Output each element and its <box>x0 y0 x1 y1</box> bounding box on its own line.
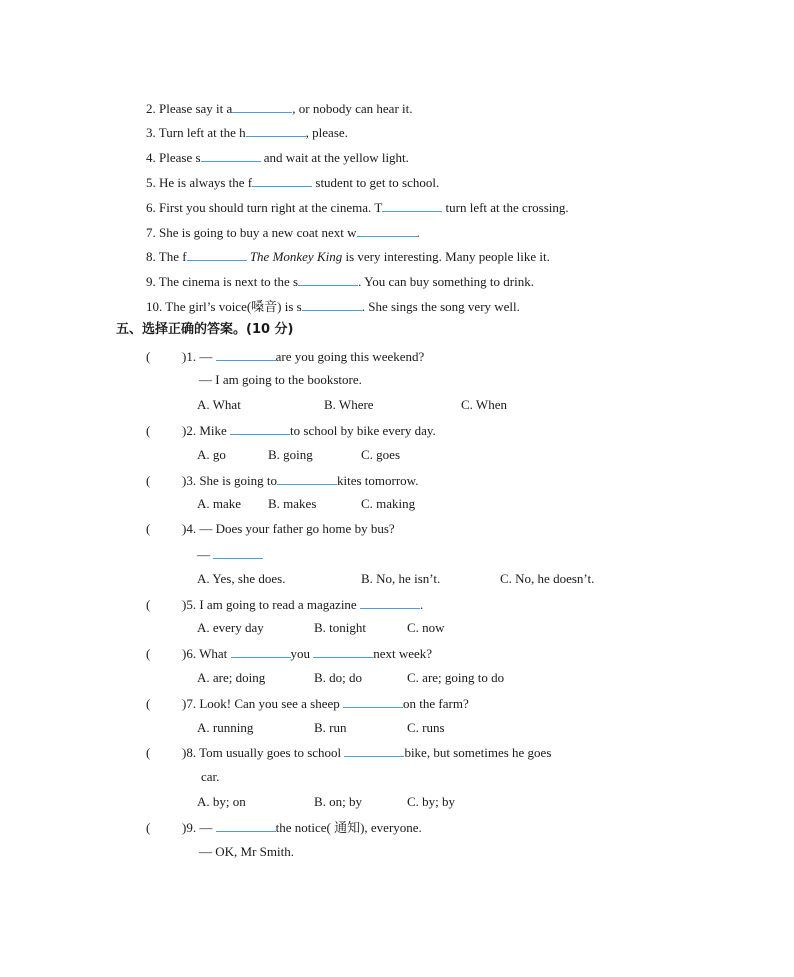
fill-item-6 <box>146 199 569 216</box>
fill-item-9 <box>146 273 534 290</box>
option-c[interactable]: C. are; going to do <box>407 670 505 685</box>
question-4 <box>146 521 395 537</box>
fill-item-4 <box>146 149 409 166</box>
question-stem: next week? <box>373 646 433 661</box>
book-title: The Monkey King <box>249 249 343 264</box>
option-a[interactable]: A. by; on <box>197 794 246 809</box>
fill-item-text: 7. She is going to buy a new coat next w <box>146 225 357 240</box>
answer-blank[interactable] <box>343 695 403 708</box>
option-c[interactable]: C. now <box>407 620 445 635</box>
fill-item-text: 8. The f <box>146 249 187 264</box>
question-stem: are you going this weekend? <box>275 349 425 364</box>
question-stem: kites tomorrow. <box>336 473 419 488</box>
question-1 <box>146 348 424 365</box>
option-a[interactable]: A. go <box>197 447 226 462</box>
question-stem: bike, but sometimes he goes <box>404 745 552 760</box>
fill-item-text: turn left at the crossing. <box>442 200 569 215</box>
question-4-reply <box>197 546 263 563</box>
option-c[interactable]: C. by; by <box>407 794 456 809</box>
question-stem: )5. I am going to read a magazine <box>182 597 357 612</box>
question-9-reply: — OK, Mr Smith. <box>199 844 294 859</box>
question-6 <box>146 645 432 662</box>
section-title: 五、选择正确的答案。(10 分) <box>116 322 294 337</box>
answer-blank[interactable] <box>382 199 442 212</box>
answer-bracket[interactable]: ( <box>146 745 151 760</box>
option-b[interactable]: B. do; do <box>314 670 363 685</box>
option-c[interactable]: C. making <box>361 496 416 511</box>
answer-blank[interactable] <box>277 472 337 485</box>
fill-item-8 <box>146 248 550 265</box>
question-stem: you <box>290 646 310 661</box>
question-stem: )6. What <box>182 646 228 661</box>
option-b[interactable]: B. makes <box>268 496 317 511</box>
answer-bracket[interactable]: ( <box>146 423 151 438</box>
fill-item-text: 3. Turn left at the h <box>146 125 246 140</box>
option-a[interactable]: A. every day <box>197 620 264 635</box>
question-1-reply: — I am going to the bookstore. <box>199 372 362 387</box>
question-3 <box>146 472 418 489</box>
question-stem: . <box>419 597 424 612</box>
fill-item-text: 9. The cinema is next to the s <box>146 274 299 289</box>
answer-blank[interactable] <box>231 645 291 658</box>
option-a[interactable]: A. running <box>197 720 254 735</box>
answer-blank[interactable] <box>213 546 263 559</box>
answer-blank[interactable] <box>357 224 417 237</box>
fill-item-10 <box>146 298 520 315</box>
fill-item-3 <box>146 124 348 141</box>
question-stem: )1. — <box>182 349 213 364</box>
answer-bracket[interactable]: ( <box>146 646 151 661</box>
answer-bracket[interactable]: ( <box>146 473 151 488</box>
fill-item-text: , or nobody can hear it. <box>292 101 413 116</box>
question-5 <box>146 596 423 613</box>
question-7 <box>146 695 469 712</box>
option-a[interactable]: A. What <box>197 397 241 412</box>
fill-item-text: 2. Please say it a <box>146 101 233 116</box>
answer-blank[interactable] <box>313 645 373 658</box>
answer-blank[interactable] <box>216 819 276 832</box>
option-a[interactable]: A. make <box>197 496 242 511</box>
fill-item-text: student to get to school. <box>312 175 440 190</box>
answer-blank[interactable] <box>302 298 362 311</box>
answer-bracket[interactable]: ( <box>146 349 151 364</box>
question-stem: )2. Mike <box>182 423 227 438</box>
option-b[interactable]: B. Where <box>324 397 374 412</box>
fill-item-text: . She sings the song very well. <box>361 299 520 314</box>
fill-item-text: is very interesting. Many people like it. <box>342 249 550 264</box>
answer-blank[interactable] <box>246 124 306 137</box>
question-stem: )4. — Does your father go home by bus? <box>182 521 395 536</box>
fill-item-text: . You can buy something to drink. <box>358 274 534 289</box>
answer-blank[interactable] <box>252 174 312 187</box>
option-a[interactable]: A. are; doing <box>197 670 266 685</box>
answer-bracket[interactable]: ( <box>146 597 151 612</box>
fill-item-7 <box>146 224 420 241</box>
fill-item-text: 10. The girl’s voice(嗓音) is s <box>146 299 302 314</box>
answer-blank[interactable] <box>344 744 404 757</box>
answer-blank[interactable] <box>201 149 261 162</box>
option-c[interactable]: C. runs <box>407 720 445 735</box>
answer-blank[interactable] <box>187 248 247 261</box>
fill-item-text: 4. Please s <box>146 150 201 165</box>
option-a[interactable]: A. Yes, she does. <box>197 571 286 586</box>
fill-item-text: 5. He is always the f <box>146 175 253 190</box>
answer-blank[interactable] <box>216 348 276 361</box>
question-stem: to school by bike every day. <box>290 423 436 438</box>
answer-bracket[interactable]: ( <box>146 521 151 536</box>
answer-blank[interactable] <box>298 273 358 286</box>
question-stem: the notice( 通知), everyone. <box>275 820 422 835</box>
fill-item-text: 6. First you should turn right at the cinema. T <box>146 200 383 215</box>
option-b[interactable]: B. going <box>268 447 313 462</box>
question-2 <box>146 422 436 439</box>
question-stem: )9. — <box>182 820 213 835</box>
answer-bracket[interactable]: ( <box>146 820 151 835</box>
fill-item-text: , please. <box>305 125 348 140</box>
fill-item-text: . <box>416 225 420 240</box>
question-9 <box>146 819 422 836</box>
answer-bracket[interactable]: ( <box>146 696 151 711</box>
option-b[interactable]: B. run <box>314 720 347 735</box>
option-c[interactable]: C. When <box>461 397 507 412</box>
option-b[interactable]: B. on; by <box>314 794 363 809</box>
answer-blank[interactable] <box>232 100 292 113</box>
answer-blank[interactable] <box>230 422 290 435</box>
question-stem: )8. Tom usually goes to school <box>182 745 342 760</box>
option-c[interactable]: C. No, he doesn’t. <box>500 571 595 586</box>
option-b[interactable]: B. No, he isn’t. <box>361 571 441 586</box>
question-stem: on the farm? <box>403 696 469 711</box>
reply-dash: — <box>197 547 210 562</box>
question-stem: )3. She is going to <box>182 473 277 488</box>
question-8 <box>146 744 551 761</box>
answer-blank[interactable] <box>360 596 420 609</box>
fill-item-2 <box>146 100 413 117</box>
question-stem: )7. Look! Can you see a sheep <box>182 696 340 711</box>
question-8-continued: car. <box>201 769 220 784</box>
option-c[interactable]: C. goes <box>361 447 400 462</box>
option-b[interactable]: B. tonight <box>314 620 367 635</box>
fill-item-text: and wait at the yellow light. <box>260 150 409 165</box>
fill-item-5 <box>146 174 439 191</box>
